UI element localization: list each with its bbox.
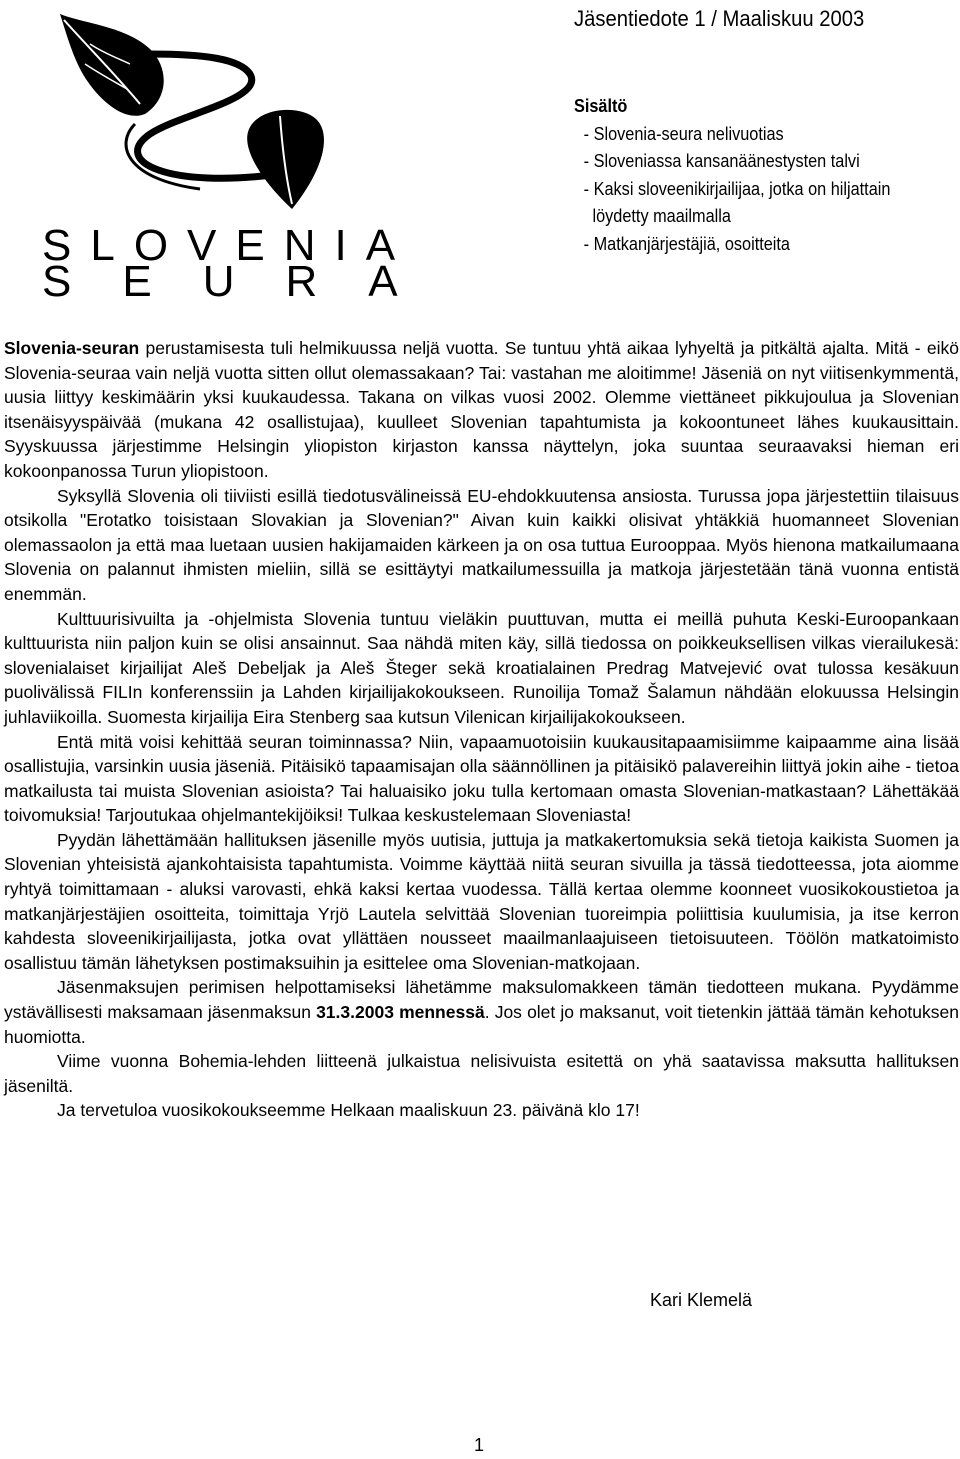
toc-item: - Sloveniassa kansanäänestysten talvi xyxy=(583,150,860,171)
paragraph: Viime vuonna Bohemia-lehden liitteenä julkaistua nelisivuista esitettä on yhä saatavissa maksutta hallituksen jäseniltä. xyxy=(4,1051,959,1096)
paragraph-lead-bold: Slovenia-seuran xyxy=(4,338,140,358)
paragraph xyxy=(4,975,959,1049)
paragraph-text: Jäsenmaksujen perimisen helpottamiseksi lähetämme maksulomakkeen tämän tiedotteen mukana. Pyydämme ystävällisesti maksamaan jäsenmaksun xyxy=(4,977,959,1023)
toc-item: - Matkanjärjestäjiä, osoitteita xyxy=(583,232,790,254)
paragraph xyxy=(4,336,959,484)
page-number: 1 xyxy=(474,1435,485,1455)
paragraph: Kulttuurisivuilta ja -ohjelmista Slovenia tuntuu vieläkin puuttuvan, mutta ei meillä puhuta Keski-Euroopankaan kulttuurista niin paljon kuin se olisi ansainnut. Saa nähdä miten käy, sillä tiedossa on poikkeuksellisen vilkas vierailukesä: slovenialaiset kirjailijat Aleš Debeljak ja Aleš Šteger sekä kroatialainen Predrag Matvejević ovat tulossa kesäkuun puolivälissä FILIn konferenssiin ja Lahden kirjailijakokoukseen. Runoilija Tomaž Šalamun nähdään elokuussa Helsingin juhlaviikoilla. Suomesta kirjailija Eira Stenberg saa kutsun Vilenican kirjailijakokoukseen. xyxy=(4,608,959,727)
leaf-logo-graphic xyxy=(30,4,370,224)
signature: Kari Klemelä xyxy=(650,1290,753,1310)
paragraph: Pyydän lähettämään hallituksen jäsenille myös uutisia, juttuja ja matkakertomuksia sekä tietoja kaikista Suomen ja Slovenian yhteisistä ajankohtaisista tapahtumista. Voimme käyttää niitä seuran sivuilla ja tässä tiedotteessa, jota aiomme ryhtyä toimittamaan - aluksi varovasti, ehkä kaksi kertaa vuodessa. Tällä kertaa olemme koonneet vuosikokoustietoa ja matkanjärjestäjien osoitteita, toimittaja Yrjö Lautela selvittää Slovenian tuoreimpia poliittisia kuulumisia, ja itse kerron kahdesta sloveenikirjailijasta, jotka ovat yllättäen nousseet maailmanlaajuiseen tietoisuuteen. Töölön matkatoimisto osallistuu tämän lähetyksen postimaksuihin ja esittelee oma Slovenian-matkojaan. xyxy=(4,829,959,973)
toc-item: löydetty maailmalla xyxy=(592,205,731,226)
lower-leaf-shape xyxy=(247,110,324,209)
paragraph-text: perustamisesta tuli helmikuussa neljä vuotta. Se tuntuu yhtä aikaa lyhyeltä ja pitkältä ajalta. Mitä - eikö Slovenia-seuraa vain neljä vuotta sitten ollut olemassakaan? Tai: vastahan me aloitimme! Jäseniä on nyt viitisenkymmentä, uusia liittyy keskimäärin yksi kuukaudessa. Takana on vilkas vuosi 2002. Olemme viettäneet pikkujoulua ja Slovenian itsenäisyyspäivää (mukana 42 osallistujaa), kuulleet Slovenian tapahtumista ja kokoontuneet lähes kuukausittain. Syyskuussa järjestimme Helsingin yliopiston kirjaston kanssa näyttelyn, joka suuntaa seuraavaksi hieman eri kokoonpanossa Turun yliopistoon. xyxy=(4,338,959,481)
paragraph-text: . Jos olet jo maksanut, voit tietenkin jättää tämän kehotuksen huomiotta. xyxy=(4,1002,959,1047)
article-body xyxy=(4,336,959,1123)
paragraph: Syksyllä Slovenia oli tiiviisti esillä tiedotusvälineissä EU-ehdokkuutensa ansiosta. Turussa jopa järjestettiin tilaisuus otsikolla "Erotatko toisistaan Slovakian ja Slovenian?" Aivan kuin kaikki olisivat yhtäkkiä huomanneet Slovenian olemassaolon ja että maa luetaan uusien hakijamaiden kärkeen ja on osa tuttua Eurooppaa. Myös hienona matkailumaana Slovenia on palannut ihmisten mieliin, sillä se esittäytyi matkailumessuilla ja matkoja järjestetään tänä vuonna entistä enemmän. xyxy=(4,485,959,604)
slovenia-seura-logo xyxy=(30,4,449,306)
payment-deadline: 31.3.2003 mennessä xyxy=(316,1002,485,1023)
toc-item: - Slovenia-seura nelivuotias xyxy=(583,122,784,144)
toc-heading: Sisältö xyxy=(574,95,628,116)
upper-leaf-shape xyxy=(60,14,164,116)
table-of-contents xyxy=(574,92,890,257)
paragraph: Ja tervetuloa vuosikokoukseemme Helkaan maaliskuun 23. päivänä klo 17! xyxy=(57,1100,640,1121)
newsletter-title: Jäsentiedote 1 / Maaliskuu 2003 xyxy=(574,6,865,31)
toc-item: - Kaksi sloveenikirjailijaa, jotka on hiljattain xyxy=(583,177,891,199)
logo-text-slovenia: SLOVENIA xyxy=(42,221,415,270)
paragraph: Entä mitä voisi kehittää seuran toiminnassa? Niin, vapaamuotoisiin kuukausitapaamisiimme kaipaamme aina lisää osallistujia, varsinkin uusia jäseniä. Pitäisikö tapaamisajan olla säännöllinen ja pitäisikö palavereihin liittyä jokin aihe - tietoa matkailusta tai muista Slovenian asioista? Tai haluaisiko joku tulla kertomaan omasta Slovenian-matkastaan? Lähettäkää toivomuksia! Tarjoutukaa ohjelmantekijöiksi! Tulkaa keskustelemaan Sloveniasta! xyxy=(4,731,959,826)
logo-text-seura: SEURA xyxy=(42,257,449,306)
